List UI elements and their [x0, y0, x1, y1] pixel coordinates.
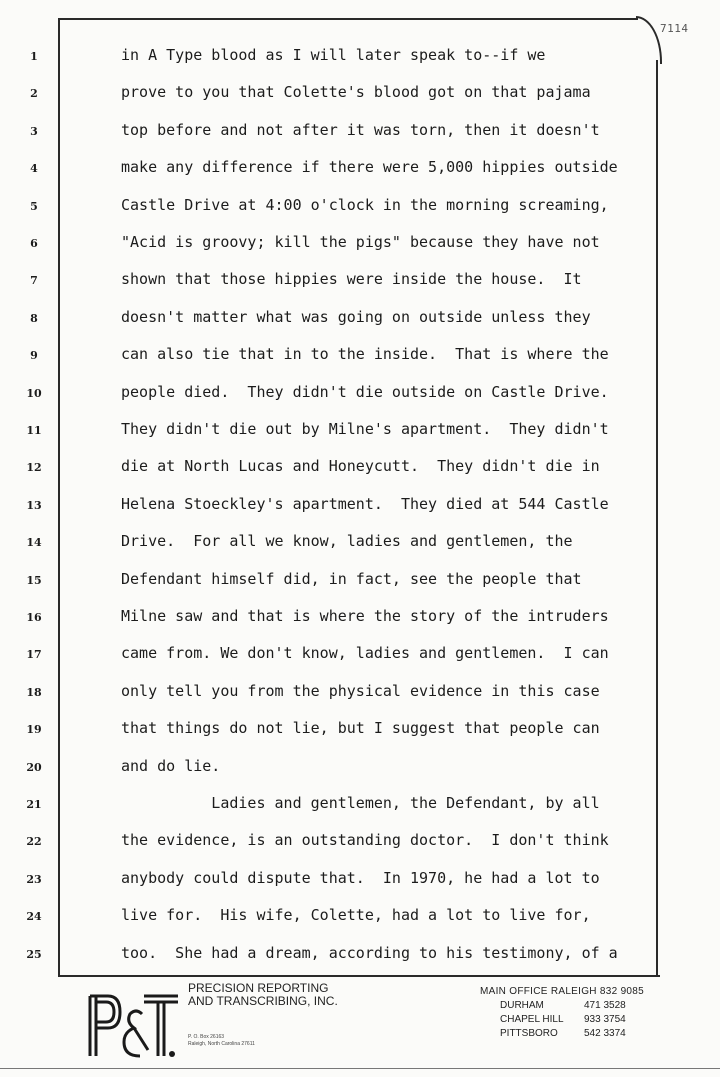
line-number: 25 — [26, 947, 42, 961]
line-text: They didn't die out by Milne's apartment. They didn't — [121, 420, 609, 438]
transcript-line — [0, 530, 720, 560]
page-number: 7114 — [660, 22, 689, 35]
line-text: Castle Drive at 4:00 o'clock in the morning screaming, — [121, 195, 609, 214]
line-text: make any difference if there were 5,000 hippies outside — [121, 158, 618, 177]
transcript-line — [0, 755, 720, 785]
line-text: and do lie. — [121, 756, 221, 775]
main-office: MAIN OFFICE RALEIGH 832 9085 — [480, 986, 645, 997]
office-city: DURHAM — [500, 1000, 544, 1011]
line-text: shown that those hippies were inside the house. It — [121, 270, 582, 289]
line-number: 5 — [30, 199, 38, 213]
transcript-line — [0, 717, 720, 747]
line-text: anybody could dispute that. In 1970, he had a lot to — [121, 868, 600, 887]
footer — [0, 978, 720, 1077]
transcript-line — [0, 829, 720, 859]
line-number: 13 — [26, 498, 42, 512]
line-number: 3 — [30, 124, 38, 138]
transcript-line — [0, 306, 720, 336]
line-text: live for. His wife, Colette, had a lot to live for, — [121, 906, 591, 925]
line-number: 9 — [30, 349, 38, 363]
line-number: 17 — [26, 648, 42, 662]
line-text: prove to you that Colette's blood got on that pajama — [121, 83, 591, 102]
transcript-line — [0, 792, 720, 822]
transcript-line — [0, 605, 720, 635]
line-number: 16 — [26, 611, 42, 624]
line-text: people died. They didn't die outside on Castle Drive. — [121, 382, 609, 401]
line-number: 19 — [26, 723, 42, 737]
company-address — [188, 1034, 255, 1048]
line-number: 23 — [26, 872, 42, 886]
line-text: "Acid is groovy; kill the pigs" because they have not — [121, 233, 600, 251]
transcript-line — [0, 680, 720, 710]
line-number: 12 — [26, 461, 42, 475]
border-top — [58, 18, 638, 20]
line-text: only tell you from the physical evidence in this case — [121, 681, 600, 700]
transcript-line — [0, 194, 720, 224]
transcript-line — [0, 343, 720, 373]
transcript-line — [0, 642, 720, 672]
office-row — [500, 1000, 680, 1012]
line-number: 15 — [26, 573, 42, 587]
line-text: Drive. For all we know, ladies and gentlemen, the — [121, 532, 573, 551]
line-number: 20 — [26, 760, 42, 774]
office-row — [500, 1014, 680, 1026]
transcript-line — [0, 231, 720, 261]
transcript-line — [0, 942, 720, 972]
transcript-line — [0, 381, 720, 411]
line-text: can also tie that in to the inside. That is where the — [121, 345, 609, 364]
line-number: 11 — [26, 424, 42, 437]
transcript-line — [0, 268, 720, 298]
transcript-line — [0, 418, 720, 448]
address-line-1: P. O. Box 26163 — [188, 1034, 225, 1040]
line-number: 21 — [26, 798, 42, 811]
line-text: Helena Stoeckley's apartment. They died at 544 Castle — [121, 494, 609, 513]
office-phone: 542 3374 — [584, 1028, 626, 1039]
transcript-line — [0, 455, 720, 485]
transcript-line — [0, 44, 720, 74]
line-number: 22 — [26, 835, 42, 849]
transcript-line — [0, 867, 720, 897]
company-line-2: AND TRANSCRIBING, INC. — [188, 994, 338, 1008]
transcript-line — [0, 81, 720, 111]
line-number: 7 — [30, 274, 38, 288]
line-number: 4 — [30, 162, 38, 176]
line-number: 24 — [26, 910, 42, 924]
line-number: 6 — [30, 237, 38, 250]
line-text: in A Type blood as I will later speak to--if we — [121, 46, 546, 64]
line-number: 2 — [30, 87, 38, 101]
line-number: 8 — [30, 311, 38, 325]
company-line-1: PRECISION REPORTING — [188, 981, 329, 995]
line-text: that things do not lie, but I suggest that people can — [121, 719, 600, 738]
office-phone: 471 3528 — [584, 1000, 626, 1011]
line-number: 1 — [30, 50, 38, 63]
transcript-line — [0, 493, 720, 523]
company-name — [188, 982, 338, 1008]
transcript-line — [0, 568, 720, 598]
line-text: the evidence, is an outstanding doctor. I don't think — [121, 831, 609, 850]
office-city: CHAPEL HILL — [500, 1014, 564, 1025]
pt-logo — [82, 984, 182, 1064]
line-number: 10 — [26, 386, 42, 400]
office-city: PITTSBORO — [500, 1028, 558, 1039]
transcript-line — [0, 119, 720, 149]
line-text: top before and not after it was torn, then it doesn't — [121, 120, 600, 139]
line-text: Ladies and gentlemen, the Defendant, by all — [121, 794, 600, 812]
line-text: die at North Lucas and Honeycutt. They didn't die in — [121, 457, 600, 476]
address-line-2: Raleigh, North Carolina 27611 — [188, 1041, 255, 1047]
line-text: doesn't matter what was going on outside unless they — [121, 307, 591, 326]
line-number: 14 — [26, 536, 42, 550]
office-row — [500, 1028, 680, 1040]
transcript-line — [0, 904, 720, 934]
line-text: too. She had a dream, according to his testimony, of a — [121, 943, 618, 962]
line-text: Defendant himself did, in fact, see the people that — [121, 569, 582, 588]
bottom-rule — [0, 1068, 720, 1069]
transcript-line — [0, 156, 720, 186]
line-text: came from. We don't know, ladies and gentlemen. I can — [121, 644, 609, 663]
line-text: Milne saw and that is where the story of the intruders — [121, 607, 609, 625]
office-phone: 933 3754 — [584, 1014, 626, 1025]
line-number: 18 — [26, 685, 42, 699]
logo-text: P&T — [82, 984, 84, 985]
